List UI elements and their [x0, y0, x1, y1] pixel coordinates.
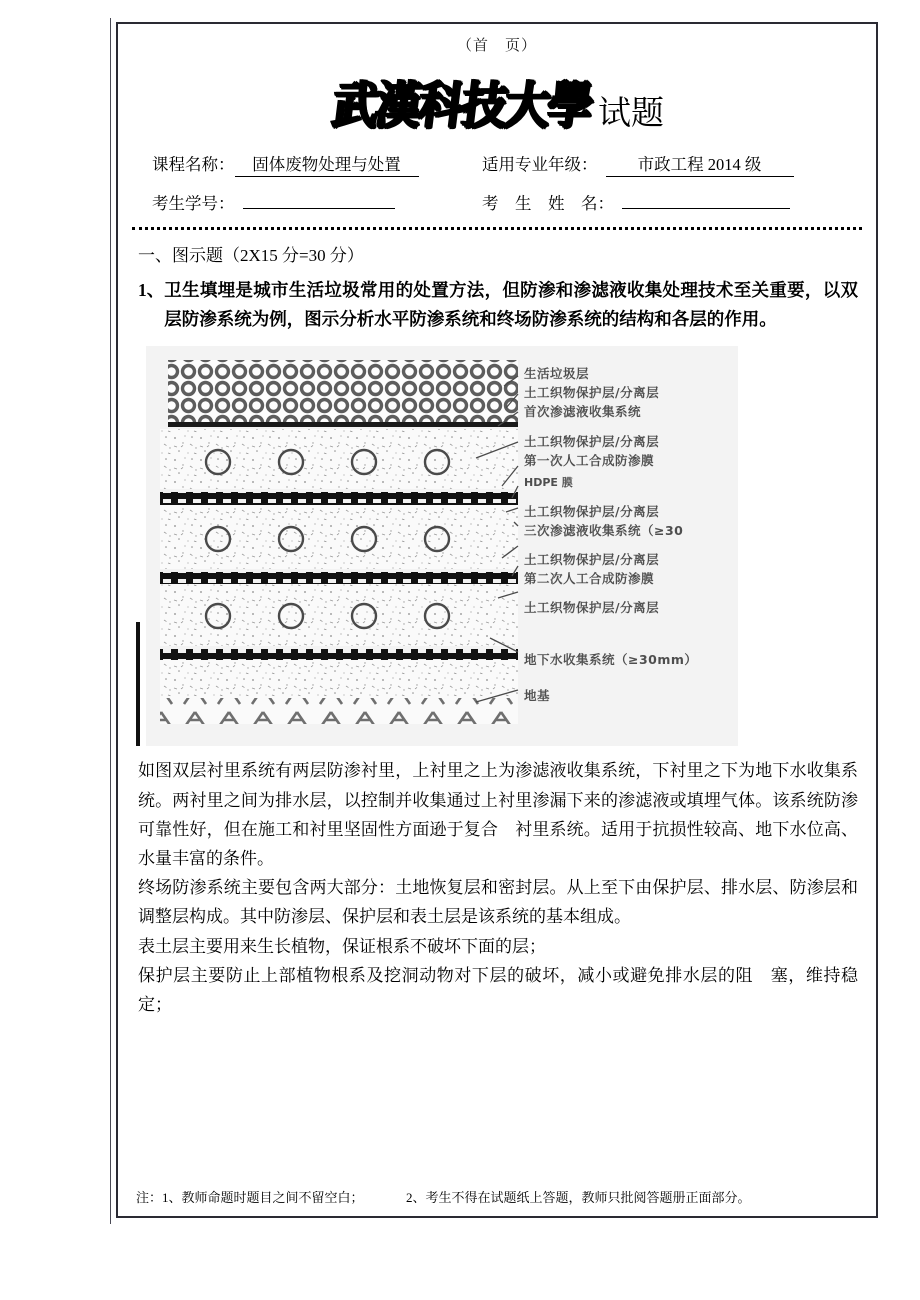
figure-label-geotextile-3: 土工织物保护层/分离层 — [524, 504, 660, 520]
student-id-input[interactable] — [243, 194, 395, 209]
figure-label-groundwater: 地下水收集系统（≥30mm） — [524, 652, 698, 668]
student-name-field — [482, 190, 852, 214]
exam-paper-border — [116, 22, 878, 1218]
footer-note-first: 注：1、教师命题时题目之间不留空白； — [136, 1190, 364, 1205]
course-value[interactable]: 固体废物处理与处置 — [235, 151, 419, 177]
major-field — [482, 151, 852, 177]
exam-content — [118, 230, 876, 1019]
section-title: 一、图示题（2X15 分=30 分） — [138, 246, 364, 265]
scan-edge-artifact — [136, 622, 140, 746]
figure-label-tertiary-leachate: 三次渗滤液收集系统（≥30 — [524, 523, 684, 539]
figure-label-geotextile-2: 土工织物保护层/分离层 — [524, 434, 660, 450]
answer-paragraph-3: 表土层主要用来生长植物，保证根系不破坏下面的层； — [138, 936, 546, 956]
exam-title-suffix: 试题 — [598, 93, 664, 132]
footer-note — [118, 1187, 876, 1206]
answer-paragraph-1: 如图双层衬里系统有两层防渗衬里，上衬里之上为渗滤液收集系统，下衬里之下为地下水收集系统。两衬里之间为排水层，以控制并收集通过上衬里渗漏下来的渗滤液或填埋气体。该系统防渗可靠性好，但在施工和衬里坚固性方面逊于复合 衬里系统。适用于抗损性较高、地下水位高、水量丰富的条件。 — [138, 761, 858, 869]
student-id-field — [152, 190, 482, 214]
exam-title — [118, 69, 876, 136]
question-1 — [138, 276, 858, 335]
answer-paragraph-2: 终场防渗系统主要包含两大部分：土地恢复层和密封层。从上至下由保护层、排水层、防渗层和调整层构成。其中防渗层、保护层和表土层是该系统的基本组成。 — [138, 878, 858, 927]
answer-paragraph-4: 保护层主要防止上部植物根系及挖洞动物对下层的破坏，减小或避免排水层的阻 塞，维持稳定； — [138, 965, 858, 1015]
question-number: 1、 — [138, 279, 165, 300]
course-label: 课程名称： — [152, 155, 235, 174]
figure-label-primary-leachate: 首次渗滤液收集系统 — [524, 404, 642, 420]
liner-cross-section-diagram — [146, 346, 738, 746]
figure-label-secondary-membrane: 第二次人工合成防渗膜 — [524, 571, 655, 587]
page-header-label: （首 页） — [456, 38, 537, 54]
university-wordmark: 武漢科技大學 — [329, 76, 595, 136]
figure-label-primary-membrane: 第一次人工合成防渗膜 — [524, 453, 655, 469]
footer-note-second: 2、考生不得在试题纸上答题，教师只批阅答题册正面部分。 — [406, 1190, 751, 1205]
question-text: 卫生填埋是城市生活垃圾常用的处置方法，但防渗和渗滤液收集处理技术至关重要，以双层防渗系统为例，图示分析水平防渗系统和终场防渗系统的结构和各层的作用。 — [164, 279, 858, 329]
figure-label-geotextile-1: 土工织物保护层/分离层 — [524, 385, 660, 401]
major-value[interactable]: 市政工程 2014 级 — [606, 151, 794, 177]
figure-label-geotextile-5: 土工织物保护层/分离层 — [524, 600, 660, 616]
major-label: 适用专业年级： — [482, 155, 598, 174]
form-row-student — [152, 190, 852, 214]
landfill-liner-figure — [146, 346, 738, 746]
student-name-input[interactable] — [622, 194, 790, 209]
figure-label-geotextile-4: 土工织物保护层/分离层 — [524, 552, 660, 568]
figure-label-subgrade: 地基 — [524, 688, 551, 704]
course-field — [152, 151, 482, 177]
figure-label-waste: 生活垃圾层 — [524, 366, 590, 382]
student-name-label: 考 生 姓 名： — [482, 194, 614, 213]
form-row-course — [152, 151, 852, 177]
exam-form — [118, 151, 876, 214]
page-left-hairline — [110, 18, 111, 1224]
figure-label-hdpe: HDPE 膜 — [524, 476, 573, 490]
student-id-label: 考生学号： — [152, 194, 235, 213]
